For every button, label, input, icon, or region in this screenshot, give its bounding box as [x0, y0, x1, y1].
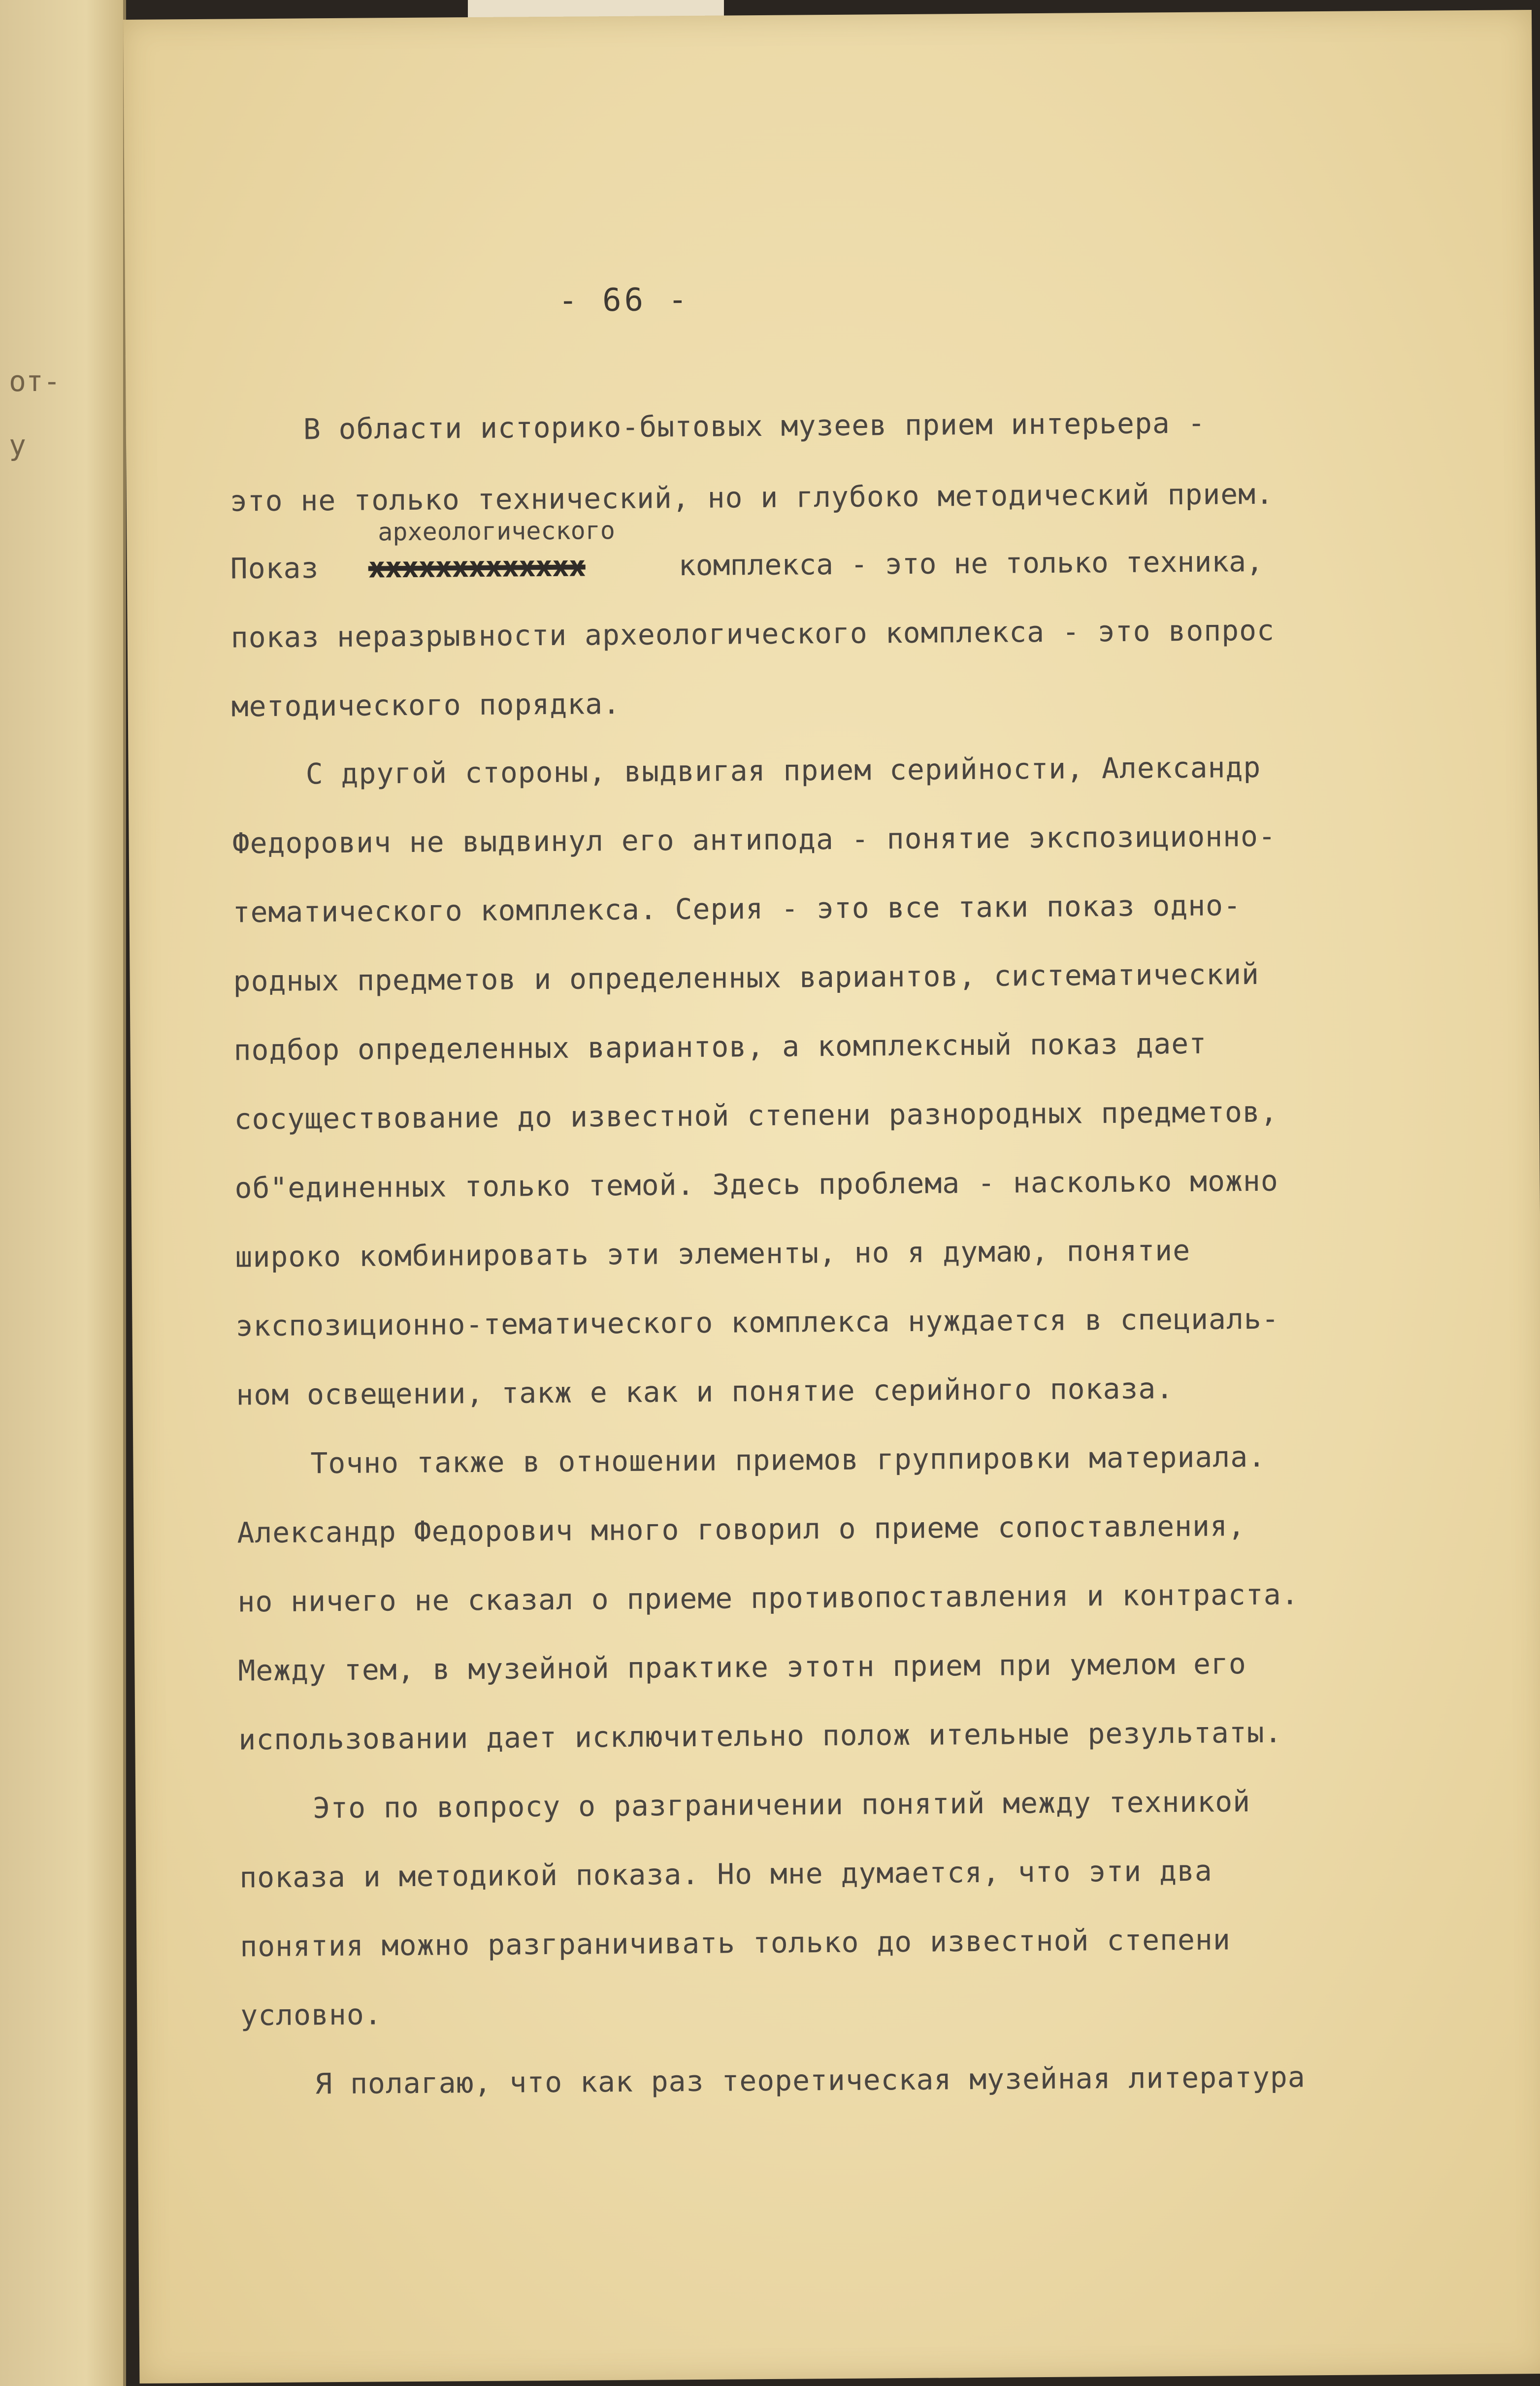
text-line: подбор определенных вариантов, а комплексный показ дает: [233, 1026, 1207, 1067]
text-line: Между тем, в музейной практике этотн прием при умелом его: [238, 1647, 1246, 1688]
text-line: методического порядка.: [231, 686, 621, 723]
page-number: - 66 -: [558, 281, 690, 319]
text-line: условно.: [240, 1997, 382, 2032]
text-line: об"единенных только темой. Здесь проблема - насколько можно: [234, 1164, 1278, 1205]
text-line: ном освещении, такж е как и понятие серийного показа.: [236, 1372, 1174, 1412]
text-line: сосуществование до известной степени разнородных предметов,: [234, 1095, 1278, 1136]
text-line: показа и методикой показа. Но мне думается, что эти два: [239, 1854, 1213, 1895]
left-page: [0, 0, 126, 2386]
text-line: С другой стороны, выдвигая прием серийности, Александр: [305, 750, 1261, 791]
text-line: Это по вопросу о разграничении понятий между техникой: [313, 1785, 1251, 1825]
text-line: тематического комплекса. Серия - это все таки показ одно-: [232, 888, 1242, 929]
text-line: использовании дает исключительно полож ительные результаты.: [238, 1715, 1282, 1757]
text-line: но ничего не сказал о приеме противопоставления и контраста.: [237, 1577, 1299, 1619]
text-line: Я полагаю, что как раз теоретическая музейная литература: [315, 2060, 1306, 2101]
text-line: В области историко-бытовых музеев прием интерьера -: [303, 406, 1206, 446]
text-line: показ неразрывности археологического комплекса - это вопрос: [230, 613, 1275, 654]
handwritten-insertion: археологического: [378, 516, 616, 547]
text-line: Александр Федорович много говорил о приеме сопоставления,: [237, 1509, 1246, 1550]
text-line: экспозиционно-тематического комплекса нуждается в специаль-: [235, 1302, 1279, 1343]
text-line: понятия можно разграничивать только до известной степени: [240, 1923, 1231, 1963]
struck-out-word: ххххххххххххх: [368, 549, 586, 585]
text-line: Показ: [230, 551, 319, 586]
left-page-fragment: от-: [9, 364, 61, 398]
text-line: Точно также в отношении приемов группировки материала.: [310, 1439, 1266, 1480]
text-line: комплекса - это не только техника,: [678, 544, 1264, 583]
text-line: это не только технический, но и глубоко методический прием.: [229, 477, 1274, 518]
left-page-fragment: у: [9, 428, 26, 462]
text-line: широко комбинировать эти элементы, но я думаю, понятие: [235, 1233, 1191, 1274]
text-line: родных предметов и определенных вариантов, систематический: [233, 957, 1260, 998]
typewritten-page: [123, 10, 1540, 2384]
text-line: Федорович не выдвинул его антипода - понятие экспозиционно-: [232, 819, 1277, 860]
